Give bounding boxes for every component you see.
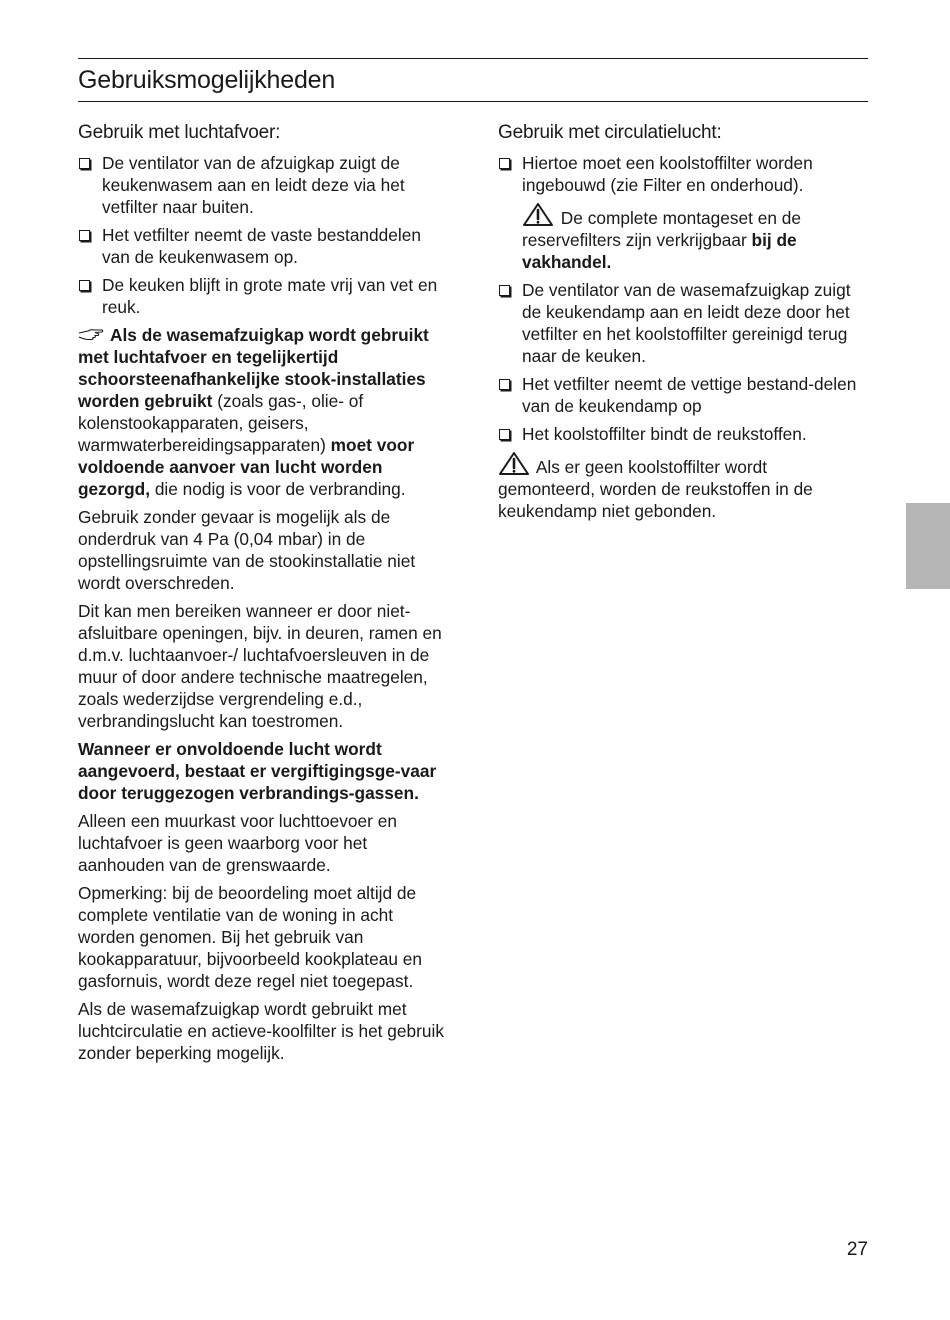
list-item-text: De ventilator van de wasemafzuigkap zuigt de keukendamp aan en leidt deze door het vetfilter en het koolstoffilter gereinigd terug naar de keuken. — [522, 280, 851, 366]
checkbox-bullet-icon — [79, 280, 90, 291]
list-item-text: De ventilator van de afzuigkap zuigt de keukenwasem aan en leidt deze via het vetfilter naar buiten. — [102, 153, 405, 217]
header-rule-bottom — [78, 101, 868, 102]
warning-bold: bij de vakhandel. — [522, 230, 797, 272]
page-number: 27 — [846, 1239, 868, 1260]
circulatielucht-list — [498, 279, 860, 445]
note-text-1: (zoals gas-, olie- of kolenstookapparaten, geisers, warmwaterbereidingsapparaten) — [78, 391, 364, 455]
paragraph-luchtcirculatie: Als de wasemafzuigkap wordt gebruikt met luchtcirculatie en actieve-koolfilter is het gebruik zonder beperking mogelijk. — [78, 999, 444, 1063]
list-item — [78, 152, 450, 218]
checkbox-bullet-icon — [79, 158, 90, 169]
list-item — [498, 423, 860, 445]
paragraph-vergiftigingsgevaar — [78, 738, 450, 804]
pointing-hand-icon — [78, 327, 104, 341]
header-rule-top — [78, 58, 868, 59]
checkbox-bullet-icon — [79, 230, 90, 241]
warning-triangle-icon — [498, 451, 530, 476]
list-item-text: Hiertoe moet een koolstoffilter worden ingebouwd (zie Filter en onderhoud). — [522, 153, 813, 195]
list-item-text: Het koolstoffilter bindt de reukstoffen. — [522, 424, 807, 444]
list-item-text: Het vetfilter neemt de vettige bestand-delen van de keukendamp op — [522, 374, 857, 416]
paragraph-muurkast: Alleen een muurkast voor luchttoevoer en luchtafvoer is geen waarborg voor het aanhouden van de grenswaarde. — [78, 811, 397, 875]
checkbox-bullet-icon — [499, 158, 510, 169]
checkbox-bullet-icon — [499, 285, 510, 296]
checkbox-bullet-icon — [499, 379, 510, 390]
warning-koolstoffilter — [498, 451, 860, 522]
page-title: Gebruiksmogelijkheden — [78, 66, 336, 94]
list-item — [78, 274, 450, 318]
note-text-2: die nodig is voor de verbranding. — [150, 479, 406, 499]
warning-text: De complete montageset en de reservefilters zijn verkrijgbaar — [522, 208, 801, 250]
note-paragraph — [78, 324, 450, 500]
list-item — [498, 152, 860, 196]
list-item — [78, 224, 450, 268]
checkbox-bullet-icon — [499, 429, 510, 440]
warning-montageset — [498, 202, 860, 273]
note-bold-1: Als de wasemafzuigkap wordt gebruikt met luchtafvoer en tegelijkertijd schoorsteenafhankelijke stook-installaties worden gebruikt — [78, 325, 429, 411]
paragraph-onderdruk: Gebruik zonder gevaar is mogelijk als de onderdruk van 4 Pa (0,04 mbar) in de opstellingsruimte van de stookinstallatie niet wordt overschreden. — [78, 507, 416, 593]
paragraph-openingen: Dit kan men bereiken wanneer er door niet-afsluitbare openingen, bijv. in deuren, ramen en d.m.v. luchtaanvoer-/ luchtafvoersleuven in de muur of door andere technische maatregelen, zoals wederzijdse vergrendeling e.d., verbrandingslucht kan toestromen. — [78, 601, 442, 731]
section-heading-luchtafvoer: Gebruik met luchtafvoer: — [78, 122, 281, 143]
luchtafvoer-list — [78, 152, 450, 318]
paragraph-opmerking: Opmerking: bij de beoordeling moet altijd de complete ventilatie van de woning in acht worden genomen. Bij het gebruik van kookapparatuur, bijvoorbeeld kookplateau en gasfornuis, wordt deze regel niet toegepast. — [78, 883, 422, 991]
note-bold-2: moet voor voldoende aanvoer van lucht worden gezorgd, — [78, 435, 415, 499]
warning-text: Als er geen koolstoffilter wordt gemonteerd, worden de reukstoffen in de keukendamp niet gebonden. — [498, 457, 813, 521]
list-item-text: Het vetfilter neemt de vaste bestanddelen van de keukenwasem op. — [102, 225, 421, 267]
section-tab-marker — [906, 503, 950, 589]
left-column — [78, 120, 450, 1070]
warning-triangle-icon — [522, 202, 554, 227]
warning-bold-text: Wanneer er onvoldoende lucht wordt aangevoerd, bestaat er vergiftigingsge-vaar door teruggezogen verbrandings-gassen. — [78, 739, 437, 803]
right-column — [498, 120, 860, 528]
list-item-text: De keuken blijft in grote mate vrij van vet en reuk. — [102, 275, 438, 317]
circulatielucht-list-first — [498, 152, 860, 196]
list-item — [498, 373, 860, 417]
section-heading-circulatielucht: Gebruik met circulatielucht: — [498, 122, 722, 143]
list-item — [498, 279, 860, 367]
